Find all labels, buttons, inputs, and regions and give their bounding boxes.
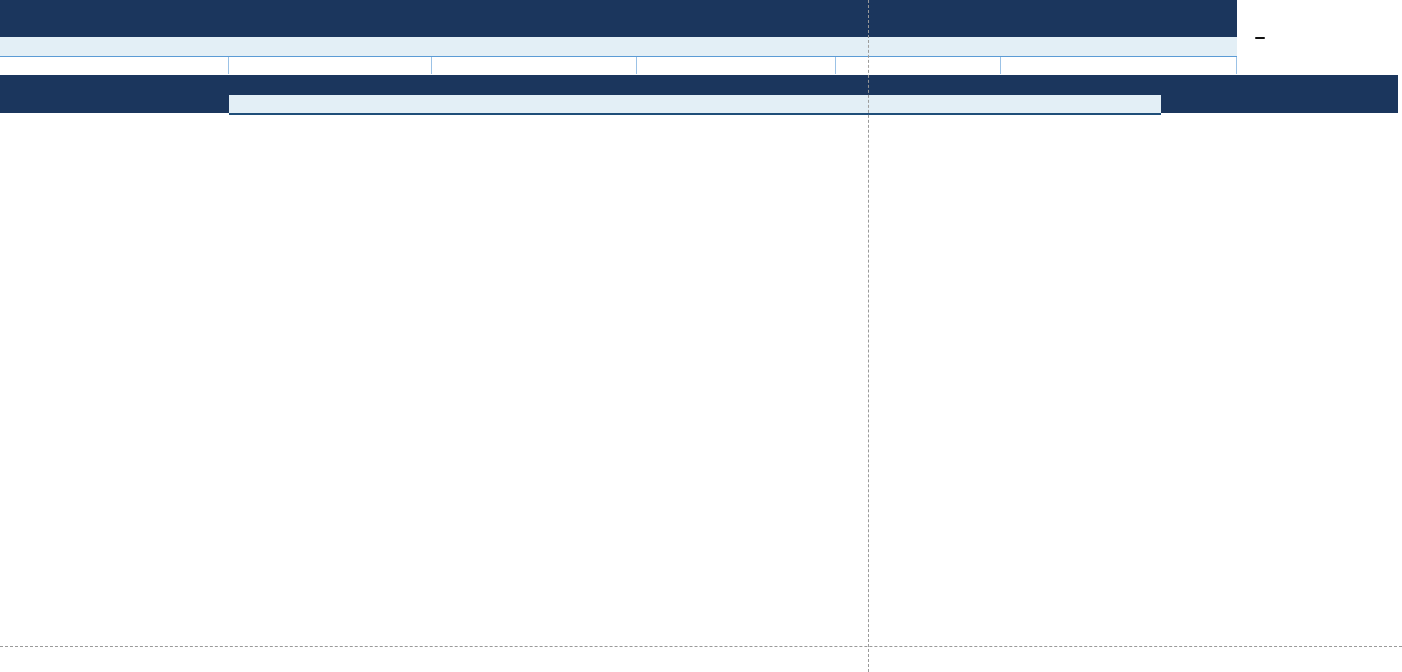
website-url-field[interactable]: [1001, 57, 1237, 74]
col-header-no: [0, 75, 30, 113]
email-address-field[interactable]: [836, 57, 1001, 74]
page-break-vertical: [868, 0, 869, 672]
page-title: [0, 0, 1340, 37]
phone-number-label: [637, 37, 835, 56]
day-header-strip: [229, 95, 1161, 115]
phone-number-field[interactable]: [637, 57, 836, 74]
col-header-week-01: [229, 75, 465, 94]
col-header-week-03: [704, 75, 936, 94]
city-state-zip-label: [432, 37, 636, 56]
col-header-total-present: [1162, 75, 1237, 113]
street-address-field[interactable]: [229, 57, 432, 74]
website-url-label: [1001, 37, 1237, 56]
logo-badge: [1255, 37, 1265, 39]
col-header-teachers-name: [31, 75, 228, 113]
col-header-total-leave: [1317, 75, 1398, 113]
col-header-week-02: [466, 75, 703, 94]
col-header-week-04: [936, 75, 1161, 94]
city-state-zip-field[interactable]: [432, 57, 637, 74]
page-break-horizontal: [0, 646, 1402, 647]
street-address-label: [229, 37, 431, 56]
institute-name-field[interactable]: [0, 57, 229, 74]
institute-name-label: [0, 37, 228, 56]
email-address-label: [869, 37, 969, 56]
col-header-total-absent: [1238, 75, 1316, 113]
template-hub-logo: [1253, 27, 1265, 49]
